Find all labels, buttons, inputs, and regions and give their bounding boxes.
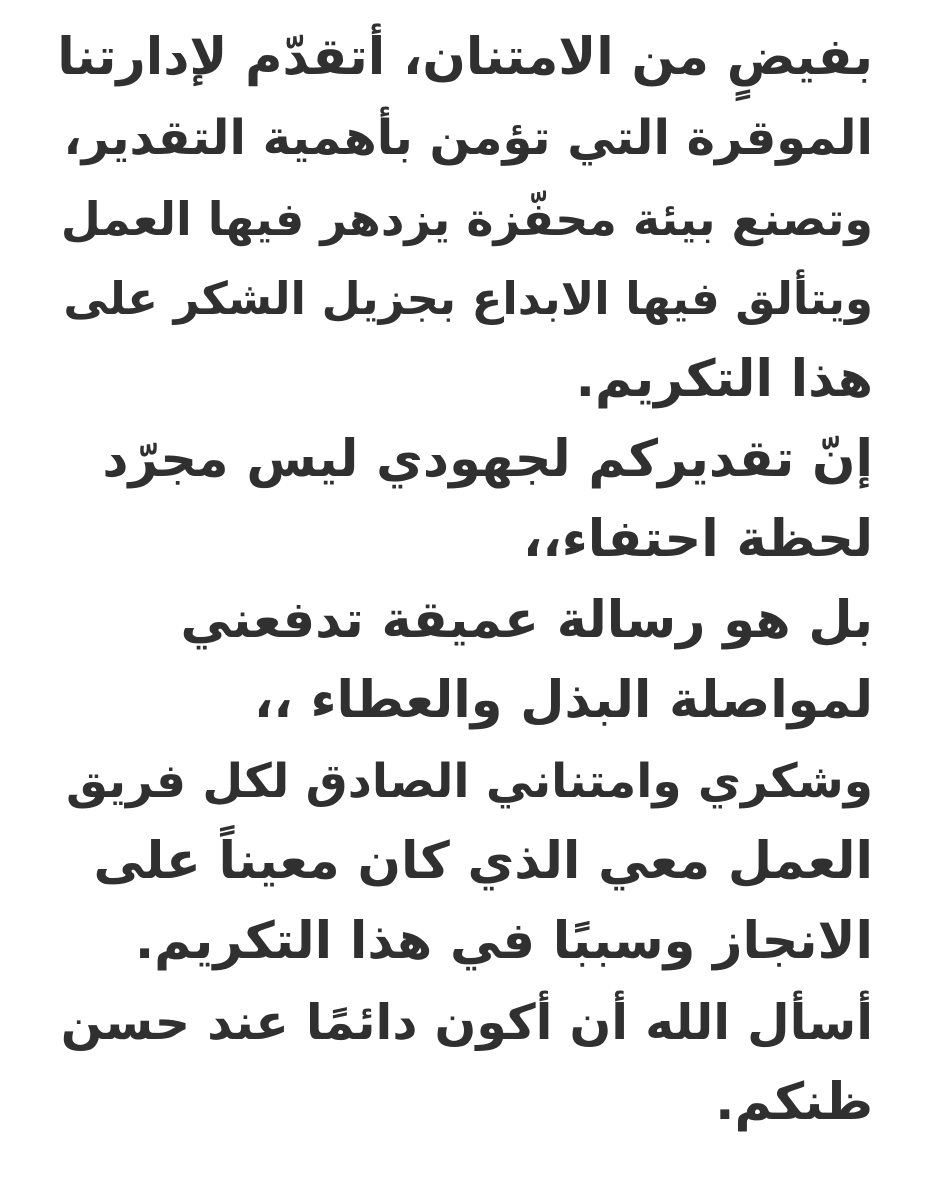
text-line: لمواصلة البذل والعطاء ،،: [253, 671, 873, 731]
text-line: هذا التكريم.: [575, 349, 873, 409]
text-line: وشكري وامتناني الصادق لكل فريق: [66, 753, 873, 809]
text-line: ظنكم.: [715, 1073, 873, 1133]
text-line: إنّ تقديركم لجهودي ليس مجرّد: [102, 429, 873, 489]
text-line: الموقرة التي تؤمن بأهمية التقدير،: [63, 110, 873, 167]
text-line: بل هو رسالة عميقة تدفعني: [180, 590, 873, 650]
text-line: لحظة احتفاء،،: [522, 510, 873, 570]
text-line: وتصنع بيئة محفّزة يزدهر فيها العمل: [60, 191, 873, 246]
text-line: ويتألق فيها الابداع بجزيل الشكر على: [63, 272, 873, 326]
text-line: الانجاز وسببًا في هذا التكريم.: [134, 912, 873, 972]
letter-body: [53, 18, 873, 1143]
text-line: العمل معي الذي كان معيناً على: [93, 831, 873, 891]
text-line: أسأل الله أن أكون دائمًا عند حسن: [60, 993, 873, 1051]
text-line: بفيضٍ من الامتنان، أتقدّم لإدارتنا: [57, 28, 873, 87]
